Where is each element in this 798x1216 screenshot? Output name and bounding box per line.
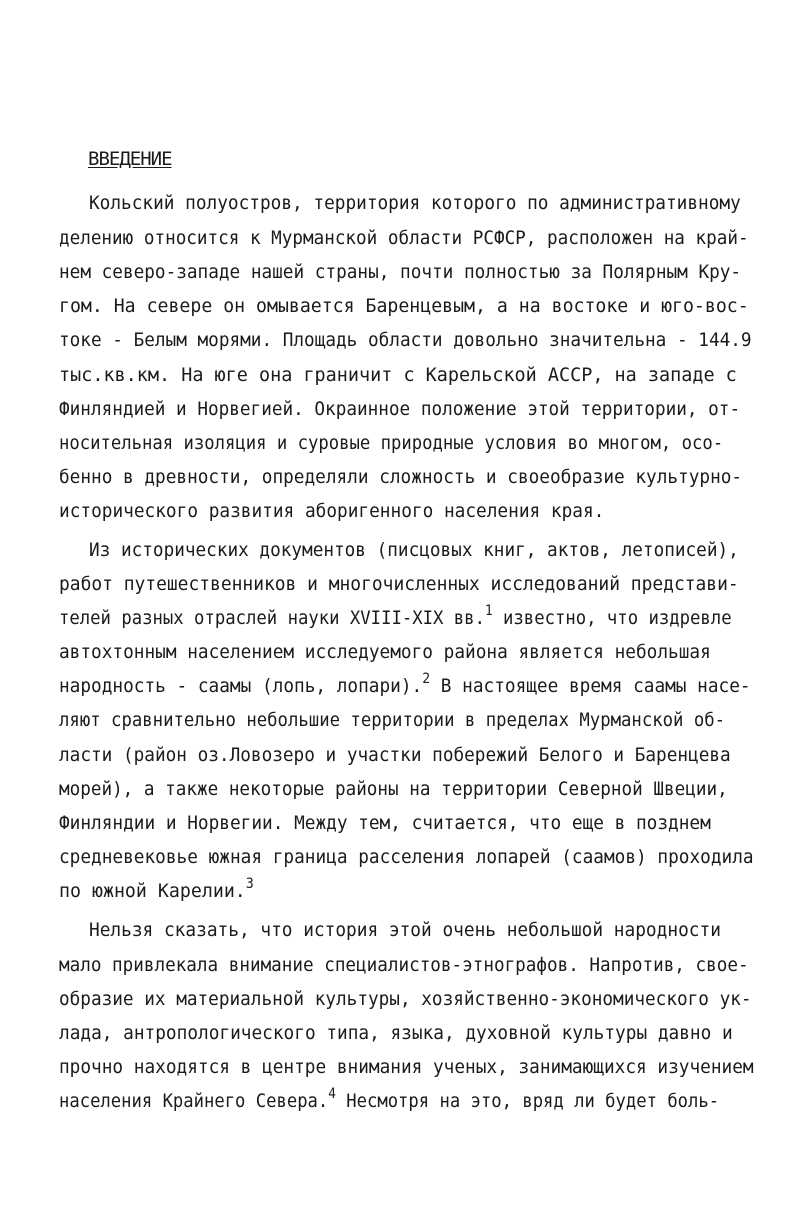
text-line: Кольский полуостров, территория которого по административному (89, 192, 741, 214)
text-line: прочно находятся в центре внимания ученых, занимающихся изучением (59, 1056, 754, 1078)
text-line (59, 671, 751, 699)
text-line: ляют сравнительно небольшие территории в пределах Мурманской об- (59, 709, 726, 731)
text-fragment: В настоящее время саамы насе- (440, 675, 751, 697)
text-line: лада, антропологического типа, языка, духовной культуры давно и (59, 1022, 733, 1044)
text-line: токе - Белым морями. Площадь области довольно значительна - 144.9 (59, 329, 752, 351)
text-line: ласти (район оз.Ловозеро и участки побережий Белого и Баренцева (59, 744, 731, 766)
text-line: делению относится к Мурманской области РСФСР, расположен на край- (59, 227, 749, 249)
text-fragment: населения Крайнего Севера. (59, 1090, 329, 1112)
footnote-marker: 4 (328, 1086, 336, 1102)
footnote-marker: 3 (245, 876, 254, 892)
text-fragment: по южной Карелии. (59, 880, 246, 902)
text-line: мало привлекала внимание специалистов-этнографов. Напротив, свое- (59, 954, 749, 976)
text-line: образие их материальной культуры, хозяйственно-экономического ук- (59, 988, 752, 1010)
footnote-marker: 2 (422, 671, 431, 687)
text-line: Нельзя сказать, что история этой очень небольшой народности (89, 919, 721, 941)
text-line (59, 1086, 720, 1114)
text-line: носительная изоляция и суровые природные условия во многом, осо- (59, 432, 724, 454)
text-line: средневековье южная граница расселения лопарей (саамов) проходила (59, 846, 754, 868)
footnote-marker: 1 (484, 603, 493, 619)
text-line (59, 603, 732, 631)
text-line: Финляндией и Норвегией. Окраинное положение этой территории, от- (59, 398, 741, 420)
text-line: автохтонным населением исследуемого района является небольшая (59, 641, 711, 663)
text-fragment: телей разных отраслей науки ХVIII-XIX вв. (59, 607, 485, 629)
text-fragment: известно, что издревле (503, 607, 732, 629)
text-line (59, 876, 254, 904)
text-line: работ путешественников и многочисленных исследований представи- (59, 573, 739, 595)
text-line: морей), а также некоторые районы на территории Северной Швеции, (59, 778, 728, 800)
text-line: гом. На севере он омывается Баренцевым, а на востоке и юго-вос- (59, 295, 749, 317)
text-fragment: народность - саамы (лопь, лопари). (59, 675, 423, 697)
text-line: тыс.кв.км. На юге она граничит с Карельской АССР, на западе с (59, 364, 737, 386)
text-line: Из исторических документов (писцовых книг, актов, летописей), (89, 539, 739, 561)
text-line: исторического развития аборигенного населения края. (59, 500, 605, 522)
text-line: нем северо-западе нашей страны, почти полностью за Полярным Кру- (59, 261, 742, 283)
text-line: Финляндии и Норвегии. Между тем, считается, что еще в позднем (59, 812, 711, 834)
section-heading: ВВЕДЕНИЕ (88, 148, 172, 170)
text-line: бенно в древности, определяли сложность и своеобразие культурно- (59, 466, 743, 488)
text-fragment: Несмотря на это, вряд ли будет боль- (346, 1090, 720, 1112)
